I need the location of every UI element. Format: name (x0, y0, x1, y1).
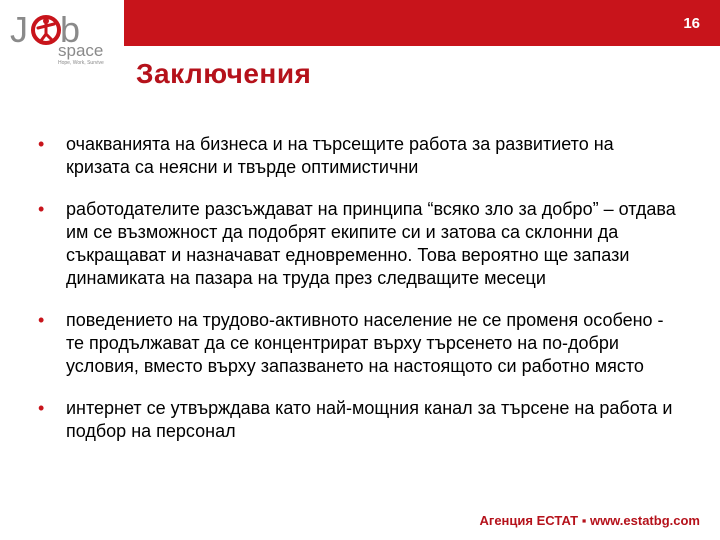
bullet-marker: • (38, 398, 45, 418)
bullet-list (38, 133, 678, 462)
logo-figure-body-icon (38, 24, 54, 42)
bullet-marker: • (38, 199, 45, 219)
bullet-text: интернет се утвърждава като най-мощния канал за търсене на работа и подбор на персонал (66, 398, 673, 441)
bullet-marker: • (38, 310, 45, 330)
slide-title: Заключения (136, 58, 312, 89)
jobspace-logo (0, 0, 124, 70)
logo-letter-j: J (10, 9, 28, 50)
logo-sub-word: space (58, 41, 104, 60)
logo-graphic (0, 0, 124, 70)
footer-credit: Агенция ЕСТАТ ▪ www.estatbg.com (479, 513, 700, 528)
bullet-item (38, 397, 678, 443)
bullet-text: очакванията на бизнеса и на търсещите работа за развитието на кризата са неясни и твърде оптимистични (66, 134, 614, 177)
bullet-item (38, 198, 678, 290)
bullet-item (38, 133, 678, 179)
logo-letter-b: b (60, 9, 81, 50)
logo-tagline: Hope, Work, Survive (58, 60, 104, 66)
bullet-text: работодателите разсъждават на принципа “всяко зло за добро” – отдава им се възможност да подобрят екипите си и затова са склонни да съкращават и назначават едновременно. Това вероятно ще запази динамиката на пазара на труда през следващите месеци (66, 199, 676, 288)
bullet-item (38, 309, 678, 378)
slide-number: 16 (683, 15, 700, 32)
bullet-marker: • (38, 134, 45, 154)
bullet-text: поведението на трудово-активното население не се променя особено - те продължават да се концентрират върху търсенето на по-добри условия, вместо върху запазването на настоящото си работно място (66, 310, 664, 376)
